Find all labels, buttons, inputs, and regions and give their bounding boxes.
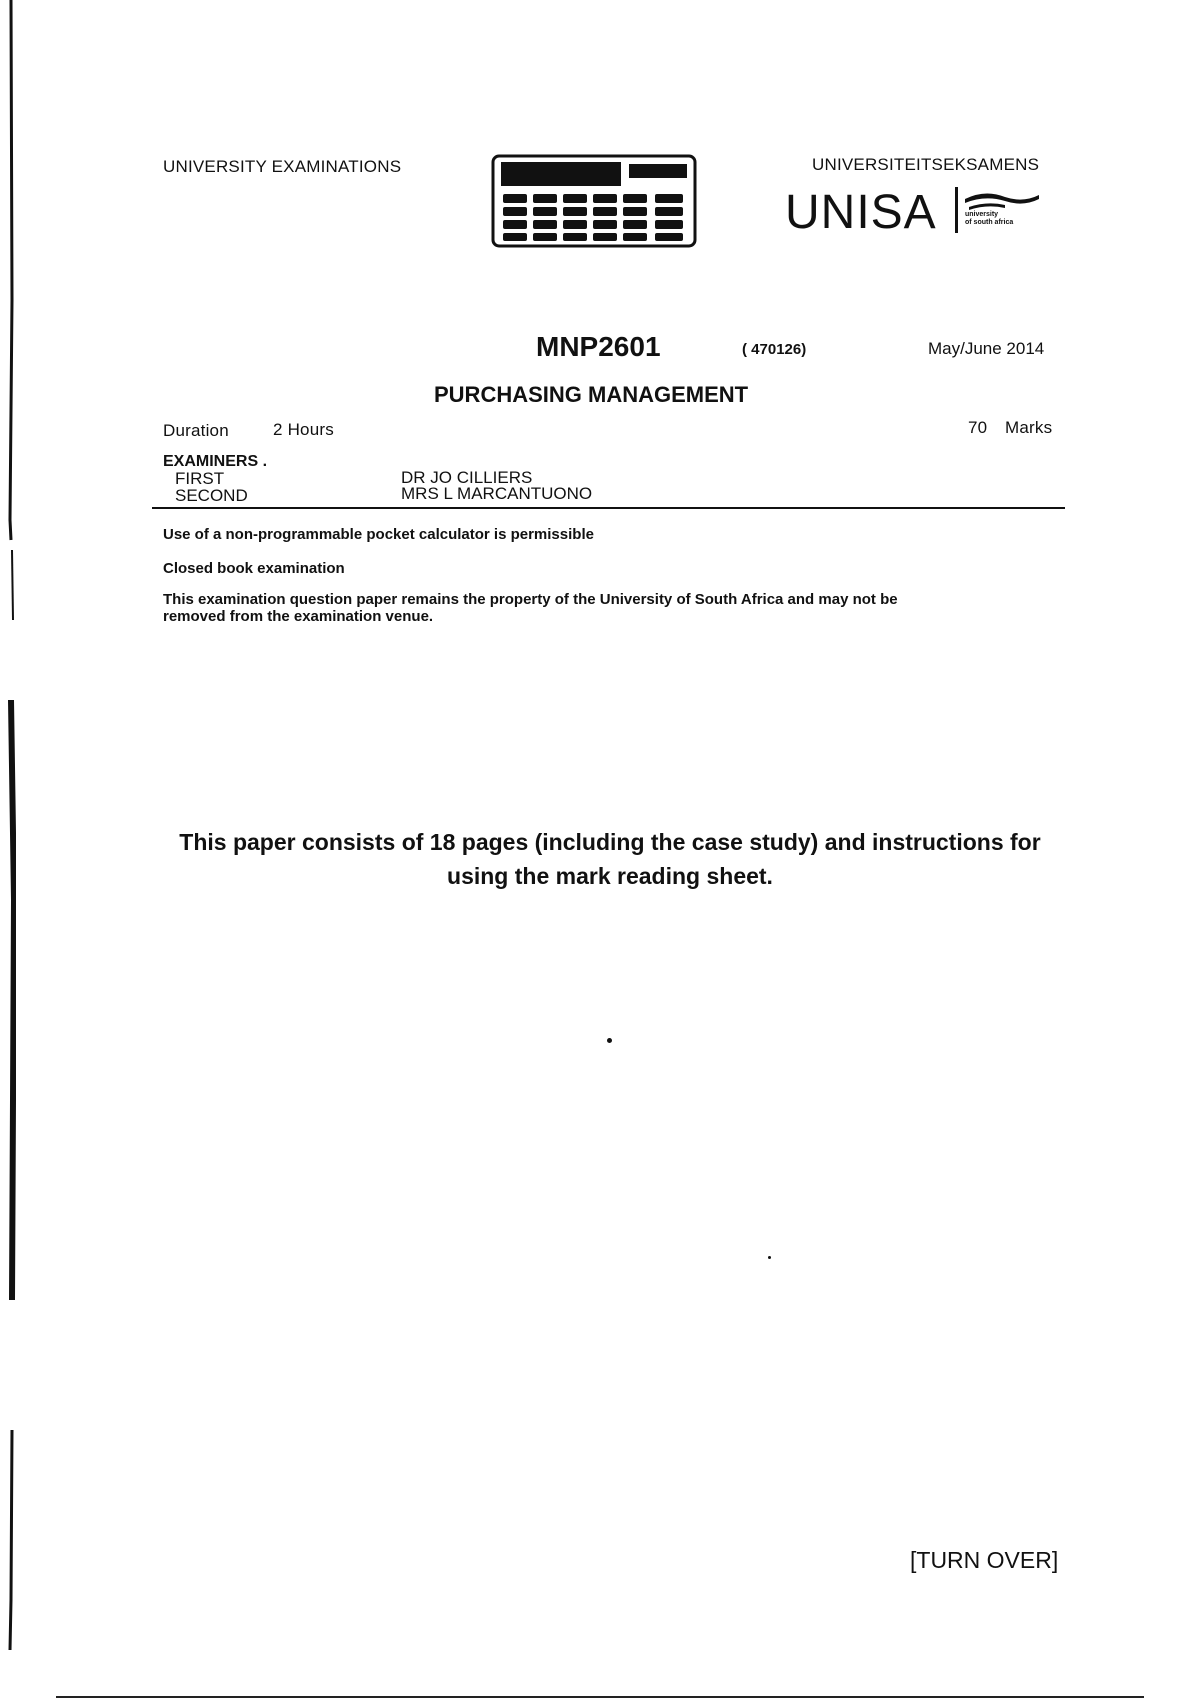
- property-instruction: [163, 591, 1063, 625]
- exam-number: ( 470126): [742, 341, 807, 358]
- calculator-icon: [491, 154, 697, 248]
- universiteitseksamens-title: UNIVERSITEITSEKSAMENS: [812, 155, 1040, 174]
- exam-session: May/June 2014: [928, 339, 1045, 358]
- duration-value: 2 Hours: [273, 420, 334, 439]
- marks-value: 70: [968, 418, 988, 437]
- course-code: MNP2601: [536, 331, 661, 362]
- calculator-instruction: Use of a non-programmable pocket calculator is permissible: [163, 526, 594, 543]
- page-count-statement: [150, 825, 1070, 893]
- property-line1: This examination question paper remains the property of the University of South Africa and may not be: [163, 591, 898, 608]
- closed-book-instruction: Closed book examination: [163, 560, 345, 577]
- header-divider: [152, 507, 1065, 509]
- second-examiner-label: SECOND: [175, 486, 248, 505]
- duration-label: Duration: [163, 421, 229, 440]
- unisa-logo: [785, 183, 1045, 243]
- statement-line1: This paper consists of 18 pages (including the case study) and instructions for: [179, 829, 1041, 855]
- scan-edge-mark: [6, 0, 16, 1700]
- unisa-tagline: [965, 211, 1013, 227]
- scan-speck: [768, 1256, 771, 1259]
- university-examinations-title: UNIVERSITY EXAMINATIONS: [163, 157, 402, 176]
- exam-title: PURCHASING MANAGEMENT: [434, 382, 749, 407]
- tagline-line1: university: [965, 211, 999, 218]
- unisa-wordmark: UNISA: [785, 186, 937, 239]
- marks-label: Marks: [1005, 418, 1053, 437]
- tagline-line2: of south africa: [965, 219, 1014, 226]
- property-line2: removed from the examination venue.: [163, 608, 434, 625]
- scan-speck: [607, 1038, 612, 1043]
- second-examiner-name: MRS L MARCANTUONO: [401, 484, 593, 503]
- bottom-edge-line: [56, 1696, 1144, 1698]
- examiners-heading: EXAMINERS .: [163, 453, 268, 470]
- statement-line2: using the mark reading sheet.: [447, 863, 773, 889]
- first-examiner-label: FIRST: [175, 469, 225, 488]
- turn-over-label: [TURN OVER]: [910, 1547, 1059, 1573]
- first-examiner-name: DR JO CILLIERS: [401, 468, 533, 487]
